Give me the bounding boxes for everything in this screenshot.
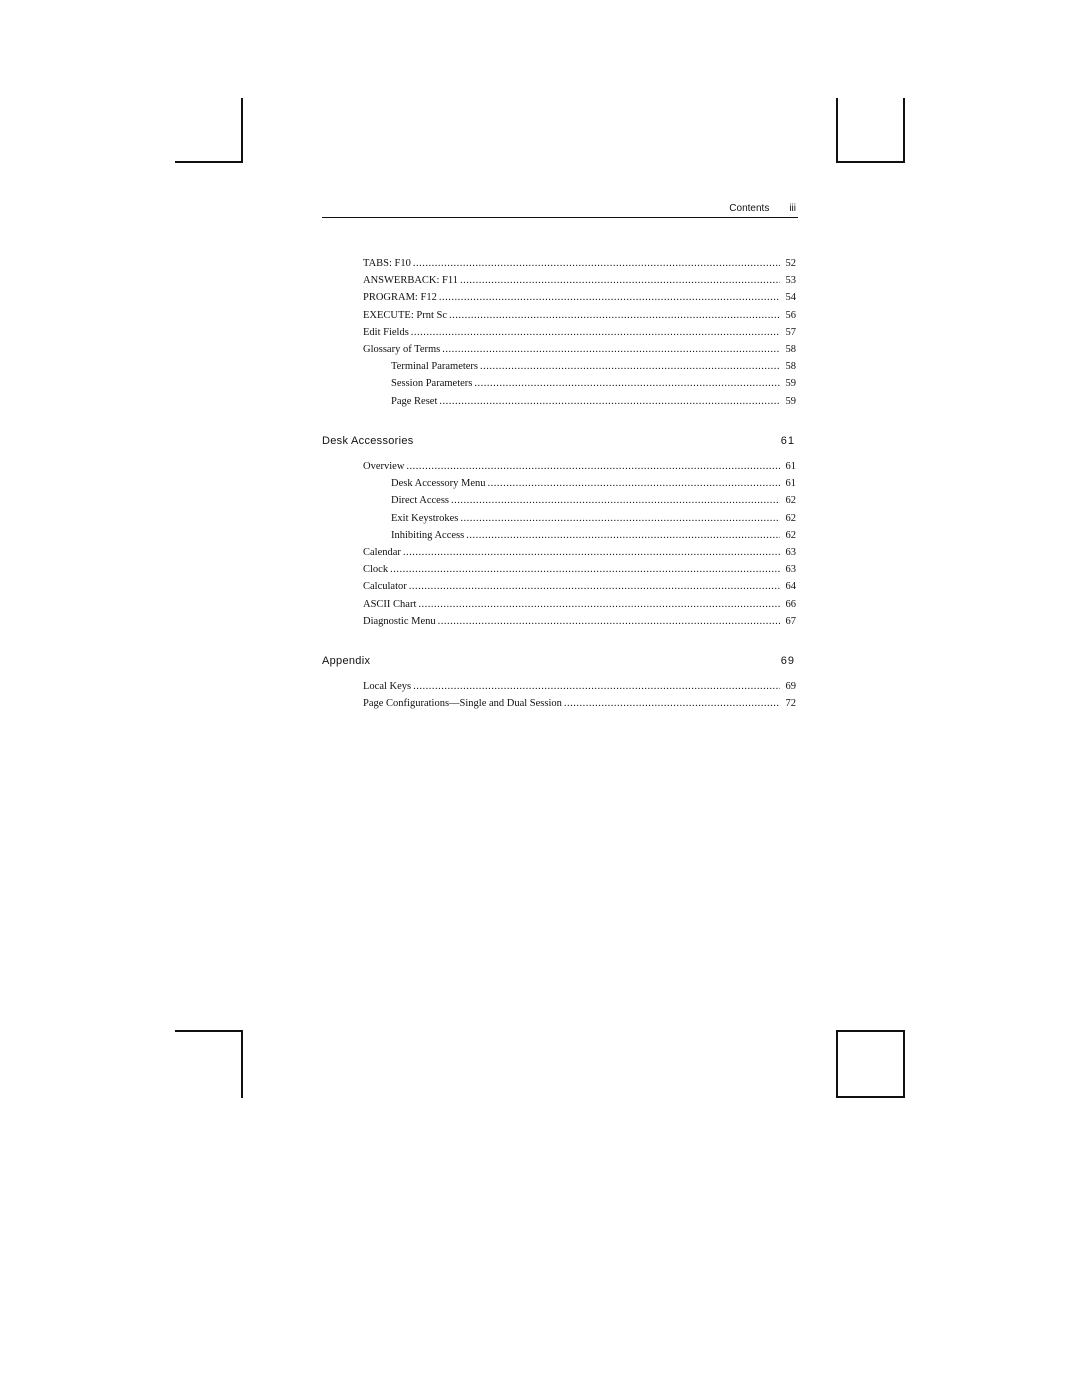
dot-leader [564, 695, 780, 712]
toc-entry-title: Inhibiting Access [391, 529, 465, 541]
toc-entry-title: Calendar [363, 546, 401, 558]
section-heading-title: Appendix [322, 655, 371, 667]
dot-leader [413, 678, 780, 695]
toc-entry-page: 67 [785, 615, 796, 627]
dot-leader [480, 358, 780, 375]
toc-entry-page: 72 [785, 698, 796, 710]
running-head-page: iii [789, 203, 796, 214]
toc-entry-title: PROGRAM: F12 [363, 292, 437, 304]
section-heading-page: 61 [780, 435, 795, 447]
dot-leader [406, 458, 780, 475]
section-heading-page: 69 [780, 655, 795, 667]
dot-leader [487, 475, 780, 492]
toc-entry-title: TABS: F10 [363, 258, 411, 269]
dot-leader [442, 341, 780, 358]
dot-leader [439, 289, 780, 306]
running-head [322, 203, 798, 218]
toc-entry[interactable] [322, 375, 798, 392]
toc-entry[interactable] [322, 358, 798, 375]
toc-entry-title: Diagnostic Menu [363, 615, 436, 627]
toc-entry-title: Edit Fields [363, 326, 409, 338]
dot-leader [439, 393, 780, 410]
toc-entry-page: 61 [785, 461, 796, 472]
crop-mark-bottom-right [836, 1030, 905, 1098]
dot-leader [451, 492, 780, 509]
toc-entry[interactable] [322, 544, 798, 561]
dot-leader [390, 561, 780, 578]
toc-entry-title: Overview [363, 461, 405, 472]
toc-entry-title: Glossary of Terms [363, 343, 441, 355]
toc-entry[interactable] [322, 341, 798, 358]
toc-entry-page: 62 [785, 495, 796, 507]
toc-entry[interactable] [322, 393, 798, 410]
toc-entry-page: 69 [785, 681, 796, 692]
toc-entry-page: 57 [785, 326, 796, 338]
toc-group-desk-accessories [322, 458, 798, 630]
dot-leader [460, 272, 780, 289]
toc-entry-page: 63 [785, 564, 796, 576]
dot-leader [466, 527, 780, 544]
toc-entry[interactable] [322, 613, 798, 630]
toc-entry-page: 53 [785, 275, 796, 287]
dot-leader [418, 596, 780, 613]
toc-entry[interactable] [322, 695, 798, 712]
toc-entry-page: 56 [785, 309, 796, 321]
toc-entry-title: Desk Accessory Menu [391, 478, 486, 490]
toc-entry-page: 59 [785, 395, 796, 407]
toc-entry-title: Page Configurations—Single and Dual Session [363, 698, 562, 710]
toc-entry[interactable] [322, 324, 798, 341]
toc-entry-page: 63 [785, 546, 796, 558]
section-heading-desk-accessories[interactable] [322, 433, 798, 449]
toc-entry[interactable] [322, 492, 798, 509]
toc-entry-title: Page Reset [391, 395, 438, 407]
toc-entry-page: 58 [785, 343, 796, 355]
toc-entry[interactable] [322, 255, 798, 272]
toc-entry-title: Exit Keystrokes [391, 512, 459, 524]
toc-entry-page: 62 [785, 529, 796, 541]
dot-leader [409, 578, 780, 595]
toc-entry-page: 64 [785, 581, 796, 593]
dot-leader [460, 510, 780, 527]
toc-entry-page: 61 [785, 478, 796, 490]
toc-entry-page: 66 [785, 598, 796, 610]
crop-mark-bottom-left [175, 1030, 243, 1098]
dot-leader [449, 307, 780, 324]
toc-entry-title: Session Parameters [391, 378, 473, 390]
toc-entry[interactable] [322, 510, 798, 527]
toc-entry[interactable] [322, 561, 798, 578]
toc-entry[interactable] [322, 596, 798, 613]
toc-group-continued [322, 255, 798, 410]
crop-mark-top-right [836, 98, 905, 163]
toc-entry-title: Local Keys [363, 681, 412, 692]
toc-entry-page: 59 [785, 378, 796, 390]
toc-entry-page: 58 [785, 361, 796, 373]
crop-mark-top-left [175, 98, 243, 163]
toc-entry[interactable] [322, 289, 798, 306]
dot-leader [413, 255, 780, 272]
running-head-label: Contents [729, 203, 770, 214]
dot-leader [403, 544, 780, 561]
toc-entry[interactable] [322, 307, 798, 324]
toc-entry-title: Clock [363, 564, 389, 576]
toc-entry[interactable] [322, 272, 798, 289]
toc-entry[interactable] [322, 458, 798, 475]
toc-entry-title: ASCII Chart [363, 598, 417, 610]
toc-entry[interactable] [322, 678, 798, 695]
dot-leader [474, 375, 780, 392]
toc-entry-page: 52 [785, 258, 796, 269]
toc-group-appendix [322, 678, 798, 712]
toc-entry-page: 54 [785, 292, 796, 304]
toc-entry-title: Direct Access [391, 495, 450, 507]
section-heading-title: Desk Accessories [322, 435, 414, 447]
section-heading-appendix[interactable] [322, 653, 798, 669]
dot-leader [411, 324, 780, 341]
toc-entry-title: ANSWERBACK: F11 [363, 275, 458, 287]
toc-entry-page: 62 [785, 512, 796, 524]
toc-entry-title: EXECUTE: Prnt Sc [363, 309, 447, 321]
toc-entry-title: Calculator [363, 581, 407, 593]
toc-entry-title: Terminal Parameters [391, 361, 479, 373]
dot-leader [438, 613, 780, 630]
toc-entry[interactable] [322, 578, 798, 595]
toc-entry[interactable] [322, 475, 798, 492]
toc-entry[interactable] [322, 527, 798, 544]
